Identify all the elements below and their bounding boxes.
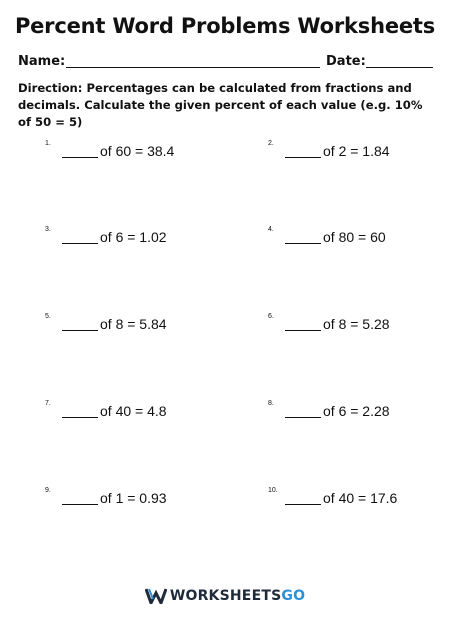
problem-number: 1. [45,140,51,147]
problem-expression: of 80 = 60 [323,229,386,245]
name-date-row [18,54,434,74]
problem-expression: of 6 = 1.02 [100,229,167,245]
answer-blank[interactable] [285,330,321,331]
problem-number: 2. [268,140,274,147]
problem-number: 5. [45,313,51,320]
answer-blank[interactable] [62,504,98,505]
date-line[interactable] [366,67,433,68]
problem-number: 3. [45,226,51,233]
problem-number: 7. [45,400,51,407]
problem-expression: of 40 = 17.6 [323,490,398,506]
problem-expression: of 60 = 38.4 [100,143,175,159]
logo-accent-text: GO [281,588,306,604]
answer-blank[interactable] [62,330,98,331]
answer-blank[interactable] [62,157,98,158]
direction-text: Direction: Percentages can be calculated from fractions and decimals. Calculate the given percent of each value (e.g. 10% of 50 = 5) [18,81,423,129]
w-logo-icon [145,588,167,604]
name-label: Name: [18,54,66,69]
logo-wordmark [170,588,305,604]
answer-blank[interactable] [62,417,98,418]
problem-number: 8. [268,400,274,407]
problem-expression: of 2 = 1.84 [323,143,390,159]
problem-expression: of 40 = 4.8 [100,403,167,419]
problem-expression: of 8 = 5.28 [323,316,390,332]
problem-number: 6. [268,313,274,320]
answer-blank[interactable] [285,243,321,244]
page-title: Percent Word Problems Worksheets [14,14,436,38]
answer-blank[interactable] [62,243,98,244]
footer-logo [0,588,450,612]
logo-main-text: WORKSHEETS [169,588,282,604]
answer-blank[interactable] [285,504,321,505]
name-line[interactable] [66,67,320,68]
problem-number: 9. [45,487,51,494]
problem-number: 4. [268,226,274,233]
problem-number: 10. [268,487,278,494]
problem-expression: of 1 = 0.93 [100,490,167,506]
answer-blank[interactable] [285,417,321,418]
problem-expression: of 8 = 5.84 [100,316,167,332]
answer-blank[interactable] [285,157,321,158]
problem-expression: of 6 = 2.28 [323,403,390,419]
date-label: Date: [326,54,366,69]
